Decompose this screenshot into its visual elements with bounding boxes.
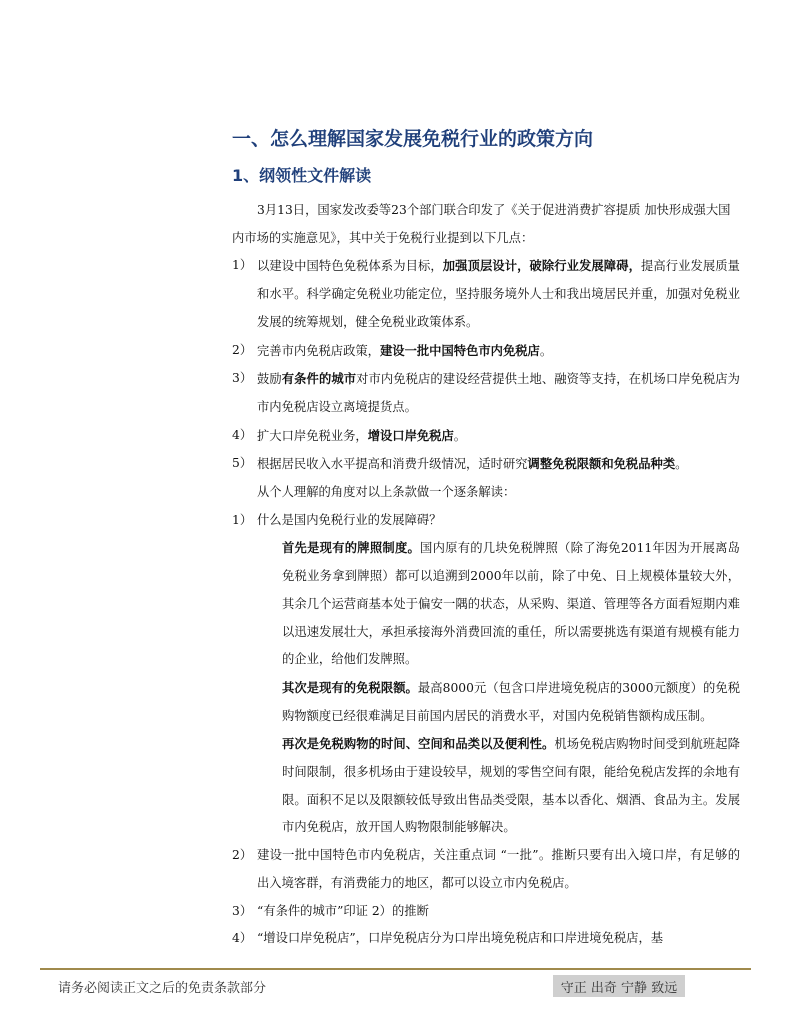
list-text: “增设口岸免税店”，口岸免税店分为口岸出境免税店和口岸进境免税店，基	[257, 931, 664, 946]
list-text: 完善市内免税店政策，建设一批中国特色市内免税店。	[257, 342, 553, 358]
list-text: 根据居民收入水平提高和消费升级情况，适时研究调整免税限额和免税品种类。	[257, 456, 688, 472]
list-number: 2）	[232, 848, 253, 863]
list-number: 1）	[232, 258, 253, 273]
list-text: 以建设中国特色免税体系为目标，加强顶层设计，破除行业发展障碍，提高行业发展质量和水平。科学确定免税业功能定位，坚持服务境外人士和我出境居民并重，加强对免税业发展的统筹规划，健全免税业政策体系。	[257, 258, 740, 329]
list-text: 建设一批中国特色市内免税店，关注重点词 “一批”。推断只要有出入境口岸，有足够的出入境客群，有消费能力的地区，都可以设立市内免税店。	[257, 848, 740, 890]
list-number: 3）	[232, 903, 253, 918]
list-text: “有条件的城市”印证 2）的推断	[257, 903, 429, 918]
list-number: 1）	[232, 512, 253, 527]
analysis-item	[232, 842, 740, 897]
bold-emphasis: 加强顶层设计，破除行业发展障碍，	[442, 258, 641, 274]
analysis-item	[232, 925, 740, 953]
bold-emphasis: 其次是现有的免税限额。	[282, 679, 418, 695]
policy-item	[232, 450, 740, 479]
analysis-item	[232, 898, 740, 926]
list-number: 4）	[232, 931, 253, 946]
list-text: 什么是国内免税行业的发展障碍？	[257, 512, 442, 527]
analysis-point: 再次是免税购物的时间、空间和品类以及便利性。机场免税店购物时间受到航班起降时间限制，很多机场由于建设较早，规划的零售空间有限，能给免税店发挥的余地有限。面积不足以及限额较低导致出售品类受限，基本以香化、烟酒、食品为主。发展市内免税店，放开国人购物限制能够解决。	[282, 736, 740, 835]
bold-emphasis: 增设口岸免税店	[367, 427, 454, 443]
analysis-item	[232, 507, 740, 535]
analysis-point: 首先是现有的牌照制度。国内原有的几块免税牌照（除了海免2011年因为开展离岛免税业务拿到牌照）都可以追溯到2000年以前，除了中免、日上规模体量较大外，其余几个运营商基本处于偏安一隅的状态，从采购、渠道、管理等各方面看短期内难以迅速发展壮大，承担承接海外消费回流的重任，所以需要挑选有渠道有规模有能力的企业，给他们发牌照。	[282, 540, 740, 667]
document-body	[232, 197, 740, 953]
policy-item	[232, 365, 740, 421]
section-heading: 一、怎么理解国家发展免税行业的政策方向	[232, 128, 594, 150]
list-text: 扩大口岸免税业务，增设口岸免税店。	[257, 427, 467, 443]
footer-slogan-badge: 守正 出奇 宁静 致远	[553, 975, 685, 997]
list-number: 2）	[232, 342, 253, 357]
list-text: 鼓励有条件的城市对市内免税店的建设经营提供土地、融资等支持，在机场口岸免税店为市内免税店设立离境提货点。	[257, 371, 740, 414]
footer-divider	[40, 968, 751, 970]
list-number: 3）	[232, 371, 253, 386]
policy-item	[232, 337, 740, 366]
bold-emphasis: 建设一批中国特色市内免税店	[379, 342, 540, 358]
list-number: 5）	[232, 456, 253, 471]
bold-emphasis: 调整免税限额和免税品种类	[527, 456, 676, 472]
policy-item	[232, 422, 740, 451]
footer-disclaimer: 请务必阅读正文之后的免责条款部分	[58, 981, 267, 996]
bold-emphasis: 有条件的城市	[281, 371, 357, 387]
analysis-point: 其次是现有的免税限额。最高8000元（包含口岸进境免税店的3000元额度）的免税购物额度已经很难满足目前国内居民的消费水平，对国内免税销售额构成压制。	[282, 679, 740, 723]
transition-paragraph: 从个人理解的角度对以上条款做一个逐条解读：	[257, 485, 516, 500]
bold-emphasis: 首先是现有的牌照制度。	[282, 540, 421, 556]
bold-emphasis: 再次是免税购物的时间、空间和品类以及便利性。	[282, 736, 555, 752]
list-number: 4）	[232, 427, 253, 442]
subsection-heading: 1、纲领性文件解读	[232, 166, 372, 185]
intro-paragraph: 3月13日，国家发改委等23个部门联合印发了《关于促进消费扩容提质 加快形成强大国内市场的实施意见》，其中关于免税行业提到以下几点：	[232, 203, 731, 245]
policy-item	[232, 252, 740, 336]
